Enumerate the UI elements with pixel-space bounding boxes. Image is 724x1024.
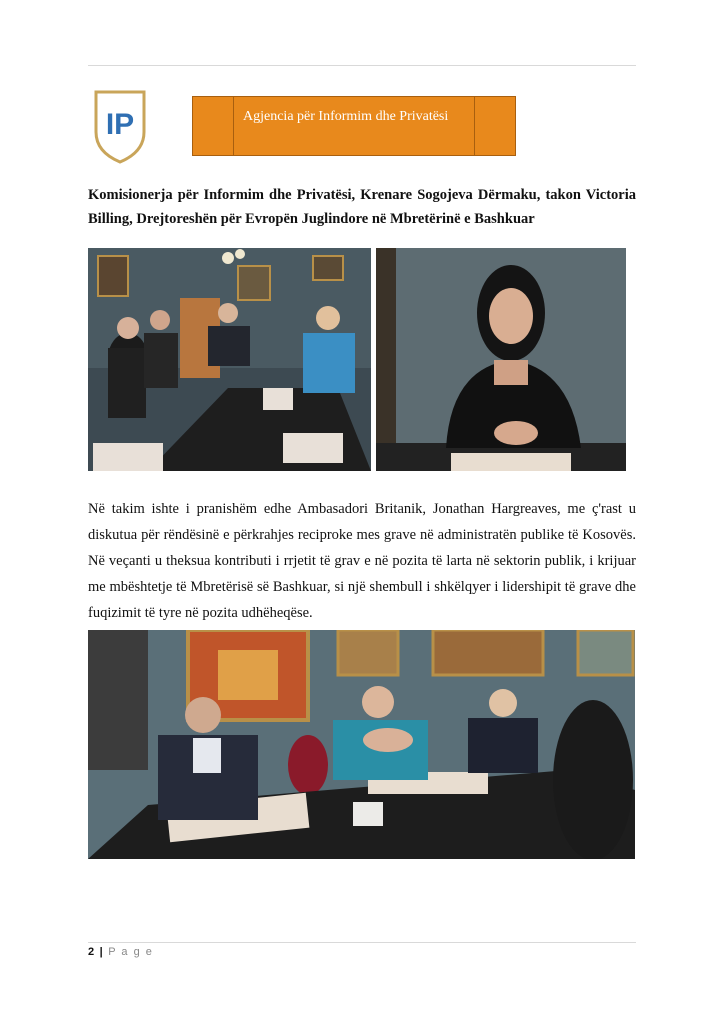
body-line: Në takim ishte i pranishëm edhe Ambasadori Britanik, Jonathan Hargreaves, me ç'rast u — [88, 501, 636, 517]
meeting-photo-1 — [88, 248, 371, 471]
logo-text: IP — [105, 108, 135, 141]
body-line: Në veçanti u theksua kontributi i rrjetit të grav e në pozita të larta në sektorin publik, i krijuar — [88, 553, 636, 569]
page-label: P a g e — [108, 946, 154, 958]
agency-banner — [192, 96, 516, 156]
meeting-photo-3 — [88, 630, 635, 859]
ip-logo — [92, 88, 148, 164]
header-rule — [88, 65, 636, 66]
article-headline — [88, 183, 636, 231]
meeting-photo-2 — [376, 248, 626, 471]
body-line: fuqizimit të tyre në pozita udhëheqëse. — [88, 605, 313, 621]
headline-line: Billing, Drejtoreshën për Evropën Juglindore në Mbretërinë e Bashkuar — [88, 211, 535, 227]
article-body — [88, 496, 636, 626]
page-number: 2 — [88, 946, 96, 958]
footer-rule — [88, 942, 636, 943]
footer-separator: | — [99, 946, 105, 958]
agency-name: Agjencia për Informim dhe Privatësi — [243, 109, 449, 124]
page-footer — [88, 946, 153, 958]
body-line: me mbështetje të Mbretërisë së Bashkuar, si një shembull i shkëlqyer i lidershipit të grave dhe — [88, 579, 636, 595]
headline-line: Komisionerja për Informim dhe Privatësi, Krenare Sogojeva Dërmaku, takon Victoria — [88, 187, 636, 203]
body-line: diskutua për rëndësinë e përkrahjes reciproke mes grave në administratën publike të Kosovës. — [88, 527, 636, 543]
